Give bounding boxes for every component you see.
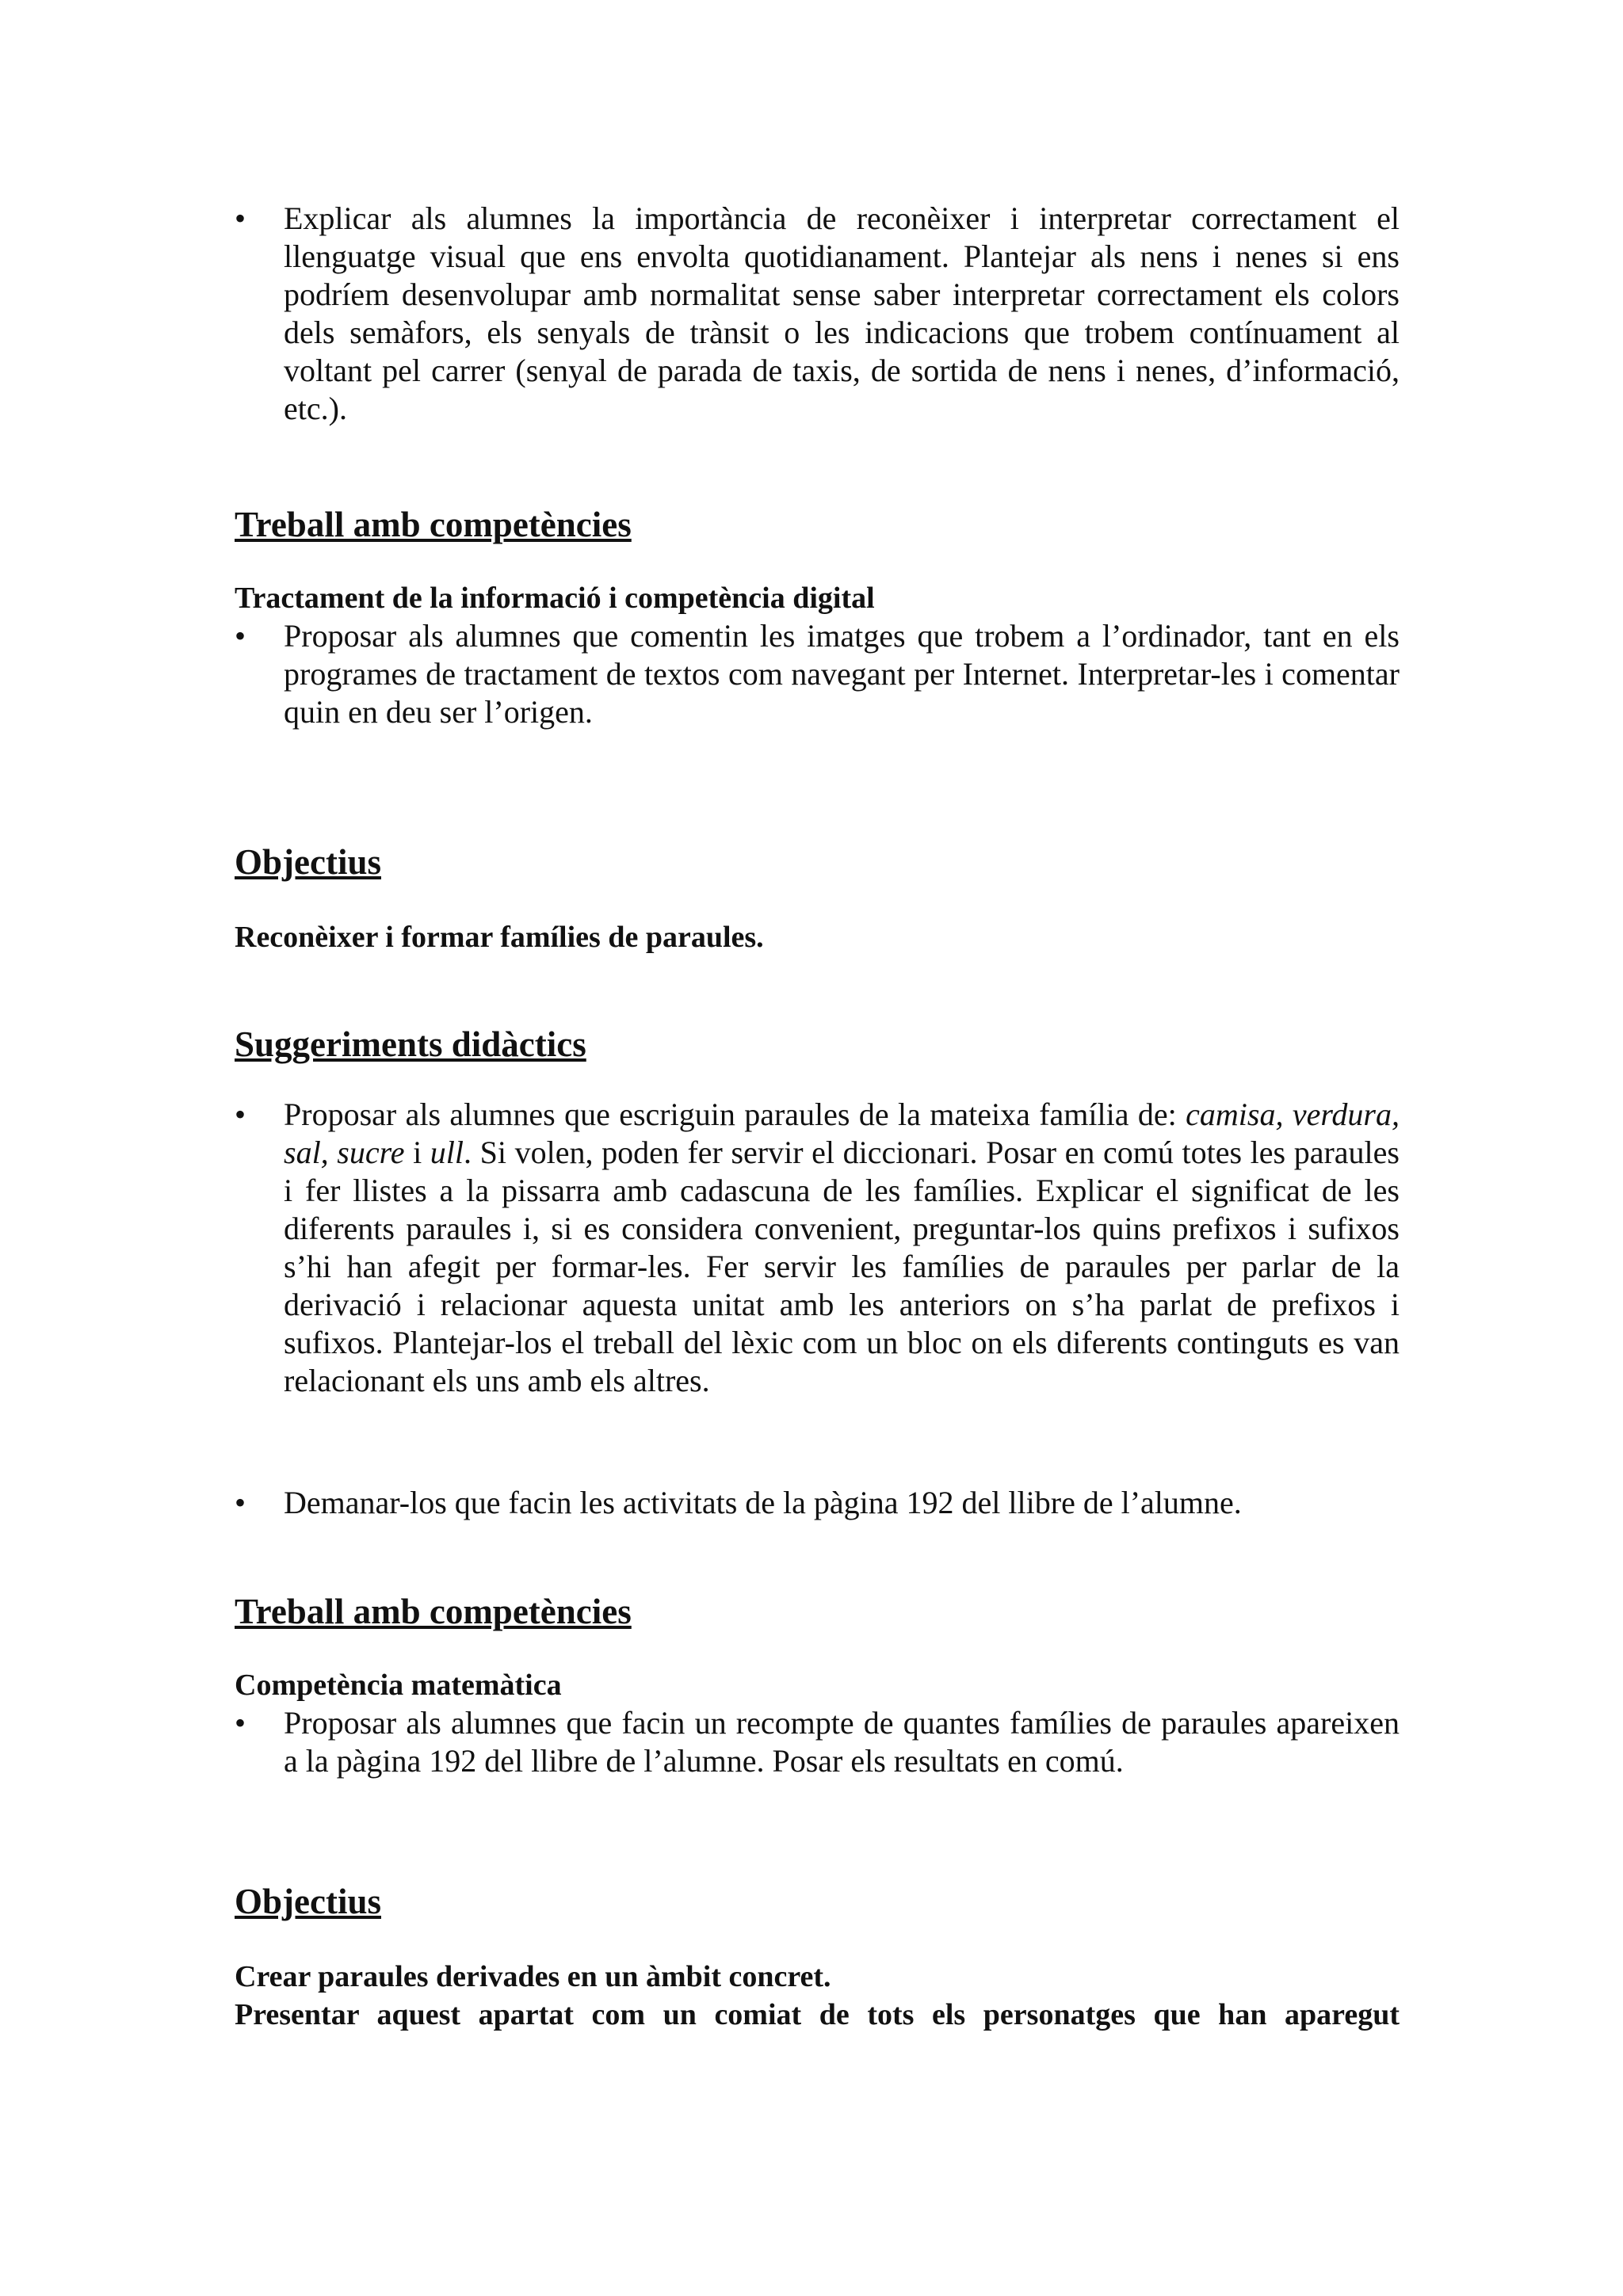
paragraph: Demanar-los que facin les activitats de la pàgina 192 del llibre de l’alumne. bbox=[284, 1485, 1242, 1520]
subheading: Tractament de la informació i competència digital bbox=[235, 582, 875, 615]
bullet-icon: • bbox=[235, 1705, 246, 1741]
bullet-icon: • bbox=[235, 1485, 246, 1520]
list-item bbox=[235, 1484, 1400, 1522]
bullet-icon: • bbox=[235, 200, 246, 236]
paragraph: Proposar als alumnes que comentin les imatges que trobem a l’ordinador, tant en els programes de tractament de textos com navegant per Internet. Interpretar-les i comentar quin en deu ser l’origen. bbox=[284, 618, 1400, 730]
subheading: Competència matemàtica bbox=[235, 1669, 562, 1702]
paragraph: Proposar als alumnes que facin un recompte de quantes famílies de paraules apareixen a la pàgina 192 del llibre de l’alumne. Posar els resultats en comú. bbox=[284, 1705, 1400, 1779]
list-item bbox=[235, 617, 1400, 731]
list-item bbox=[235, 1096, 1400, 1400]
text-run: i bbox=[404, 1135, 430, 1170]
list-item bbox=[235, 200, 1400, 428]
section-heading: Objectius bbox=[235, 1882, 381, 1921]
objective: Reconèixer i formar famílies de paraules. bbox=[235, 921, 764, 954]
text-run: Proposar als alumnes que escriguin paraules de la mateixa família de: bbox=[284, 1097, 1186, 1132]
list-item bbox=[235, 1704, 1400, 1780]
bullet-icon: • bbox=[235, 618, 246, 654]
section-heading: Objectius bbox=[235, 842, 381, 882]
section-heading: Treball amb competències bbox=[235, 505, 632, 544]
text-run: . Si volen, poden fer servir el diccionari. Posar en comú totes les paraules i fer llistes a la pissarra amb cadascuna de les famílies. Explicar el significat de les diferents paraules i, si es considera convenient, preguntar-los quins prefixos i sufixos s’hi han afegit per formar-les. Fer servir les famílies de paraules per parlar de la derivació i relacionar aquesta unitat amb les anteriors on s’ha parlat de prefixos i sufixos. Plantejar-los el treball del lèxic com un bloc on els diferents continguts es van relacionant els uns amb els altres. bbox=[284, 1135, 1400, 1398]
objective: Presentar aquest apartat com un comiat de tots els personatges que han aparegut bbox=[235, 1998, 1400, 2031]
bullet-icon: • bbox=[235, 1097, 246, 1132]
paragraph: Explicar als alumnes la importància de reconèixer i interpretar correctament el llenguatge visual que ens envolta quotidianament. Plantejar als nens i nenes si ens podríem desenvolupar amb normalitat sense saber interpretar correctament els colors dels semàfors, els senyals de trànsit o les indicacions que trobem contínuament al voltant pel carrer (senyal de parada de taxis, de sortida de nens i nenes, d’informació, etc.). bbox=[284, 200, 1400, 426]
paragraph bbox=[284, 1096, 1400, 1400]
italic-text: camisa, verdura, sal, sucre bbox=[284, 1097, 1400, 1170]
document-content bbox=[235, 200, 1400, 2034]
italic-text: ull bbox=[430, 1135, 464, 1170]
section-heading: Suggeriments didàctics bbox=[235, 1024, 586, 1064]
section-heading: Treball amb competències bbox=[235, 1592, 632, 1631]
objective: Crear paraules derivades en un àmbit concret. bbox=[235, 1960, 831, 1993]
